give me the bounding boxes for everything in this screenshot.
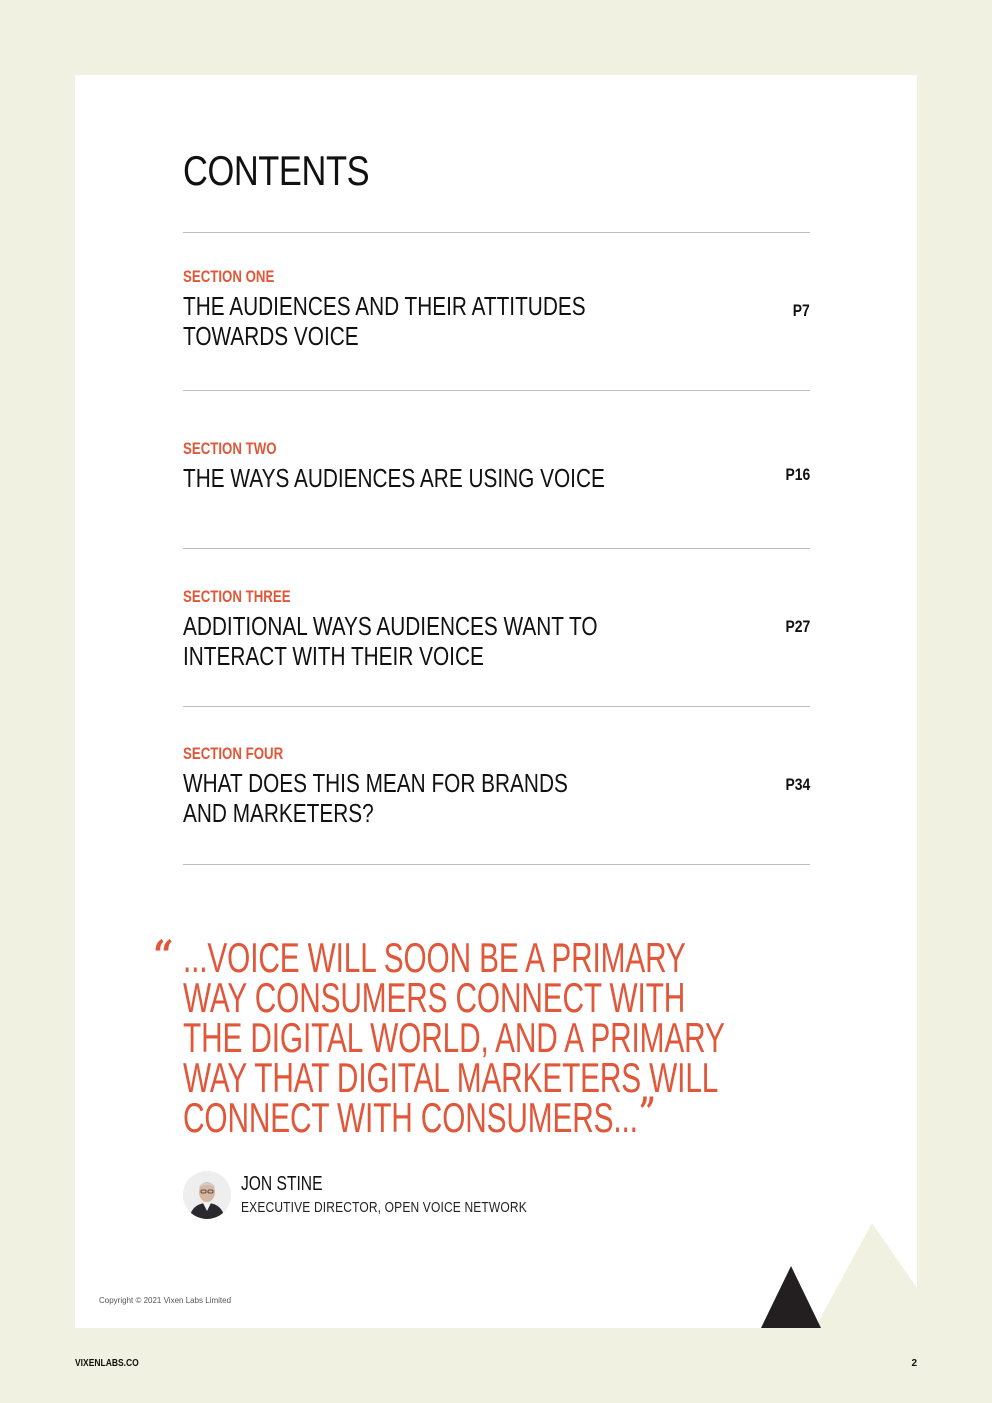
page-reference: P34 — [785, 775, 810, 794]
toc-entry-section-four[interactable] — [183, 744, 810, 834]
toc-entry-section-one[interactable] — [183, 267, 810, 357]
open-quote-mark: “ — [153, 932, 174, 979]
page-reference: P7 — [792, 301, 810, 320]
contents-heading: CONTENTS — [183, 147, 370, 194]
divider — [183, 390, 810, 391]
page-reference: P27 — [785, 617, 810, 636]
section-label: SECTION FOUR — [183, 744, 284, 763]
mountain-decoration-icon — [757, 1218, 917, 1328]
attribution-name: JON STINE — [241, 1173, 323, 1195]
divider — [183, 548, 810, 549]
quote-body: ...VOICE WILL SOON BE A PRIMARY WAY CONSUMERS CONNECT WITH THE DIGITAL WORLD, AND A PRIMARY WAY THAT DIGITAL MARKETERS WILL CONNECT WITH CONSUMERS... — [183, 934, 725, 1141]
quote-text — [183, 934, 879, 1141]
section-label: SECTION ONE — [183, 267, 275, 286]
section-title: THE AUDIENCES AND THEIR ATTITUDES TOWARDS VOICE — [183, 291, 586, 351]
person-portrait-icon — [183, 1171, 231, 1219]
section-title: THE WAYS AUDIENCES ARE USING VOICE — [183, 463, 605, 493]
footer-site-link[interactable]: VIXENLABS.CO — [75, 1358, 139, 1369]
section-title: WHAT DOES THIS MEAN FOR BRANDS AND MARKETERS? — [183, 768, 568, 828]
section-label: SECTION TWO — [183, 439, 277, 458]
footer-page-number: 2 — [911, 1358, 917, 1369]
attribution-role: EXECUTIVE DIRECTOR, OPEN VOICE NETWORK — [241, 1199, 527, 1216]
toc-entry-section-two[interactable] — [183, 439, 810, 499]
quote-attribution — [183, 1171, 683, 1221]
page-reference: P16 — [785, 465, 810, 484]
report-page — [75, 75, 917, 1328]
close-quote-mark: ” — [639, 1089, 656, 1136]
section-label: SECTION THREE — [183, 587, 291, 606]
divider — [183, 706, 810, 707]
divider — [183, 864, 810, 865]
copyright-notice: Copyright © 2021 Vixen Labs Limited — [99, 1296, 232, 1305]
toc-entry-section-three[interactable] — [183, 587, 810, 677]
avatar — [183, 1171, 231, 1219]
divider — [183, 232, 810, 233]
section-title: ADDITIONAL WAYS AUDIENCES WANT TO INTERACT WITH THEIR VOICE — [183, 611, 598, 671]
